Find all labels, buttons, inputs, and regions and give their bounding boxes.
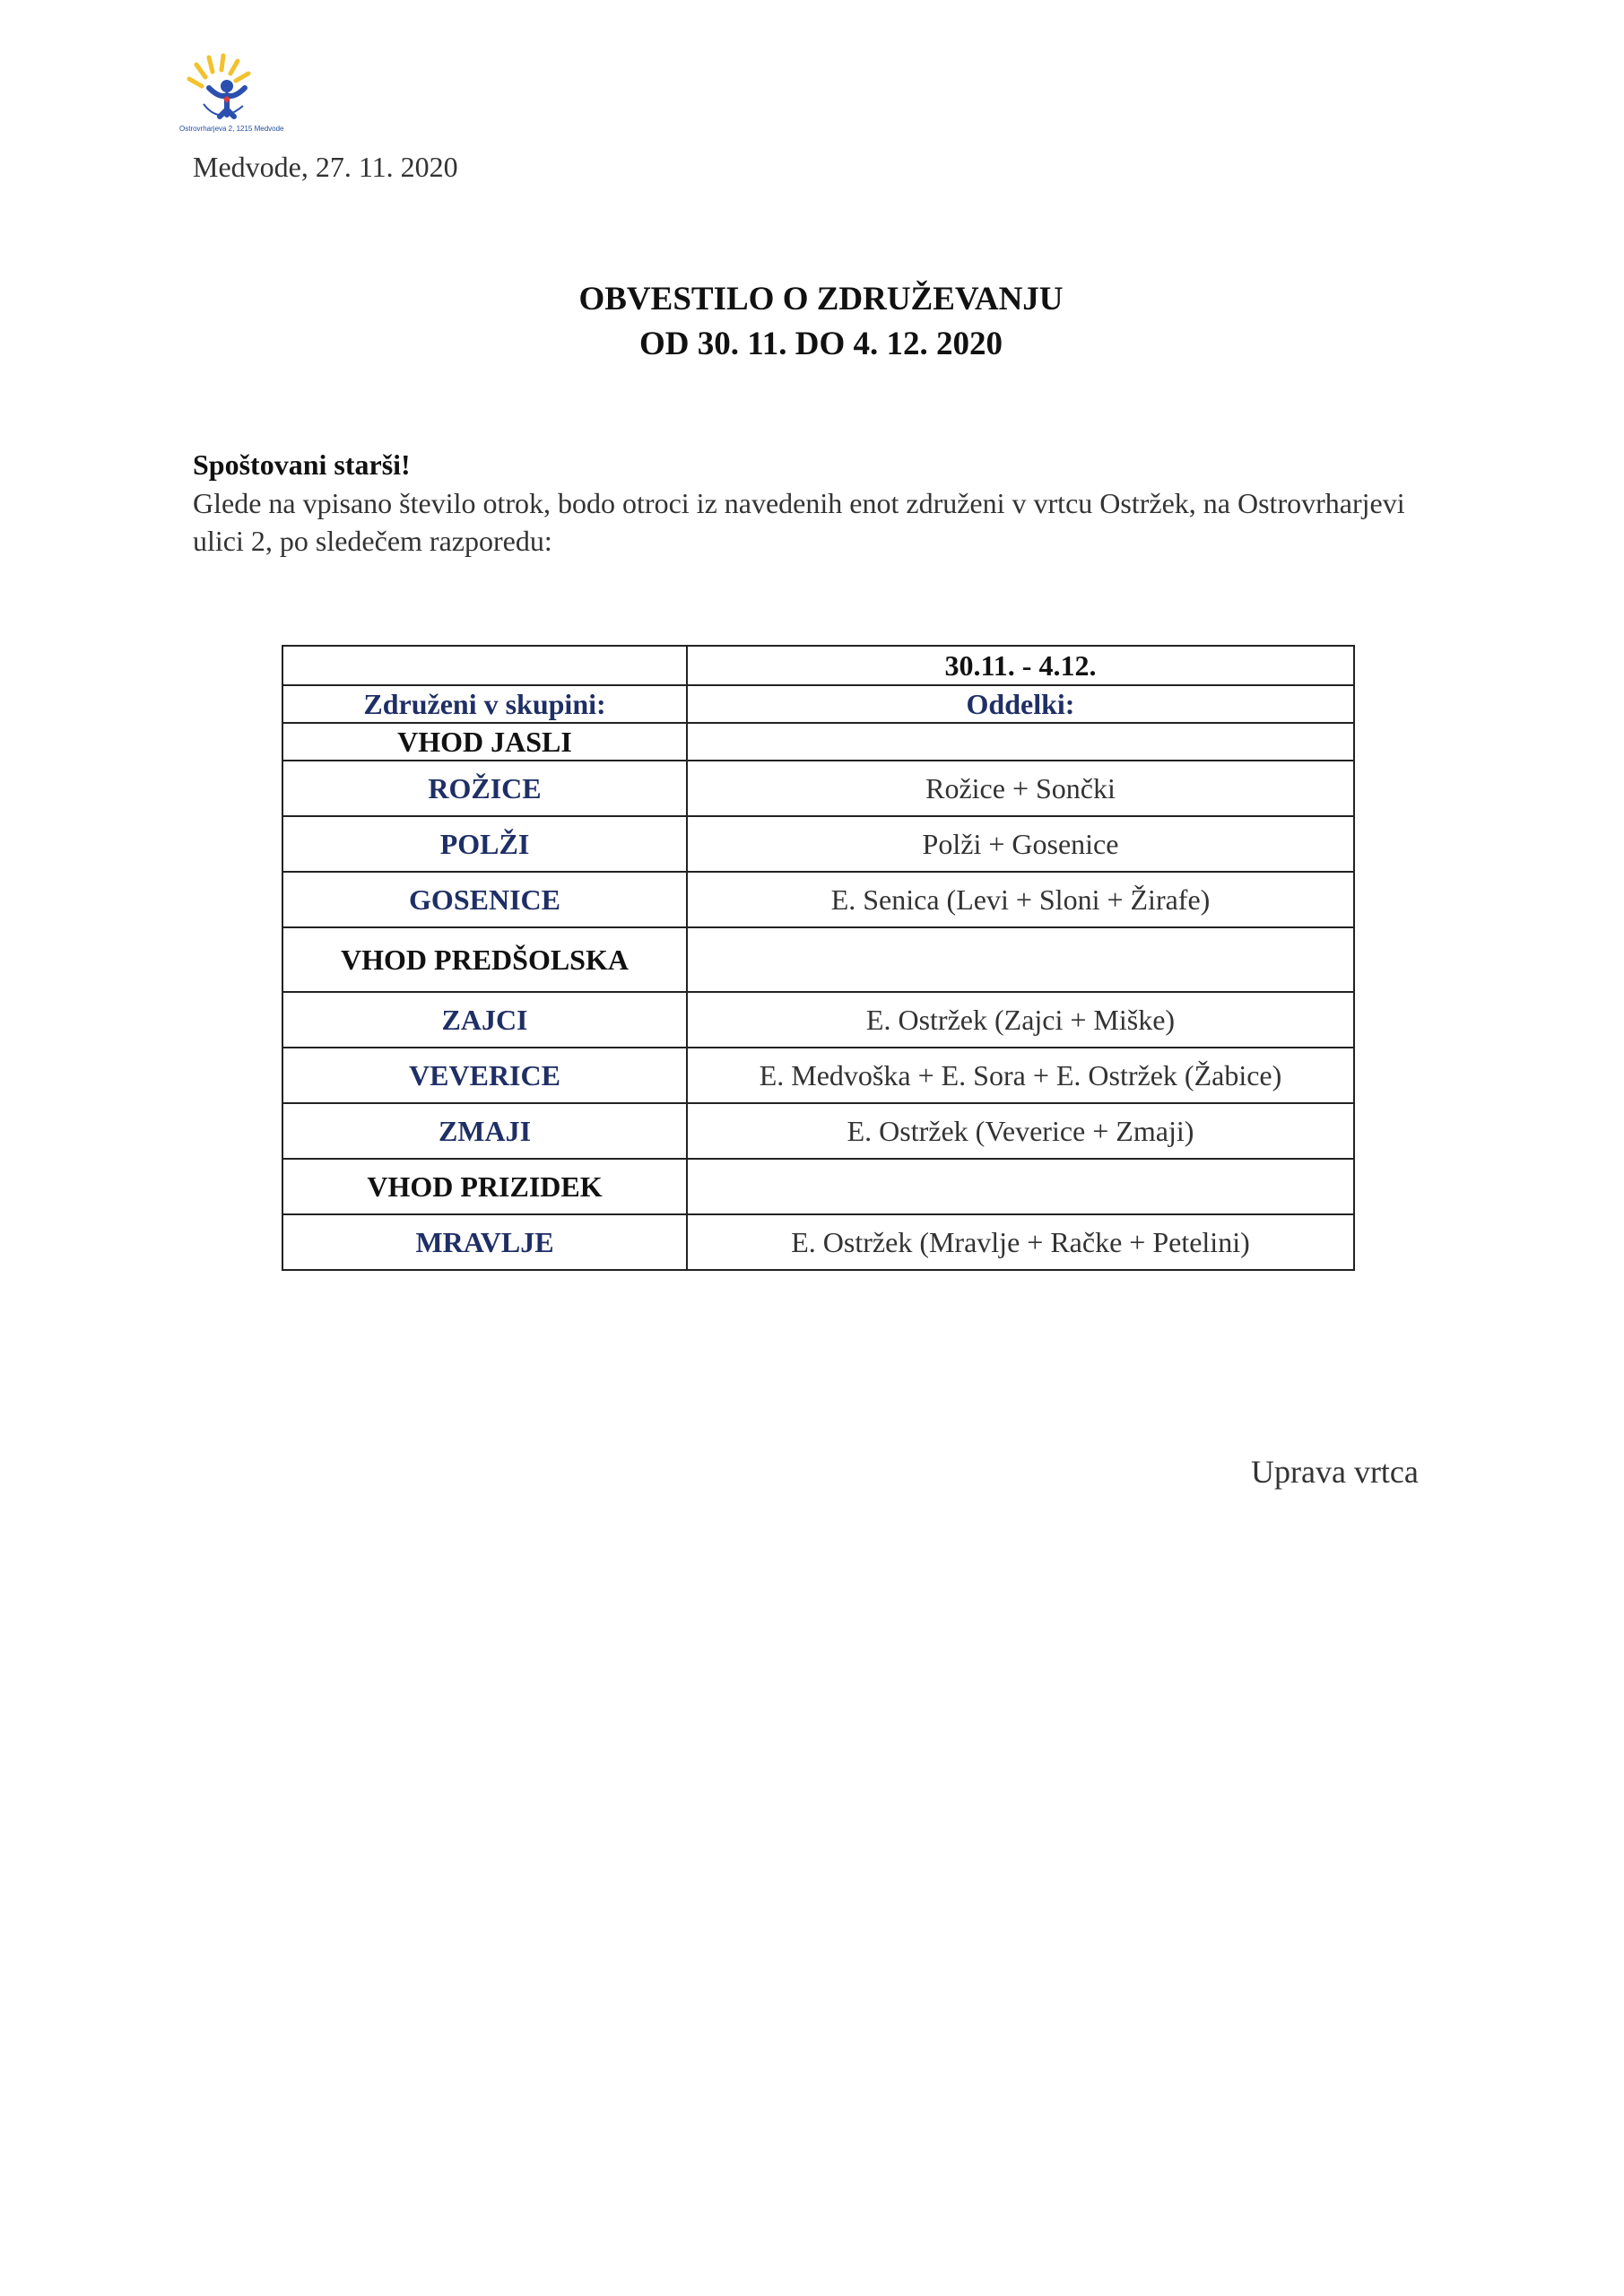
table-header-empty-cell: [282, 646, 687, 685]
department-cell: E. Ostržek (Mravlje + Račke + Petelini): [687, 1214, 1354, 1270]
entrance-label: VHOD JASLI: [282, 723, 687, 761]
table-row: [282, 1214, 1354, 1270]
entrance-label: VHOD PRIZIDEK: [282, 1159, 687, 1214]
table-row: [282, 1103, 1354, 1159]
group-name: GOSENICE: [282, 872, 687, 927]
table-column-header-row: [282, 685, 1354, 723]
department-cell: E. Senica (Levi + Sloni + Žirafe): [687, 872, 1354, 927]
entrance-label: VHOD PREDŠOLSKA: [282, 927, 687, 992]
group-name: ROŽICE: [282, 761, 687, 816]
table-row: [282, 992, 1354, 1048]
table-date-header: 30.11. - 4.12.: [687, 646, 1354, 685]
document-title-line-2: OD 30. 11. DO 4. 12. 2020: [639, 326, 1003, 362]
group-name: ZAJCI: [282, 992, 687, 1048]
group-name: POLŽI: [282, 816, 687, 872]
table-row: [282, 1048, 1354, 1103]
group-name: VEVERICE: [282, 1048, 687, 1103]
department-cell: E. Medvoška + E. Sora + E. Ostržek (Žabice): [687, 1048, 1354, 1103]
department-cell: [687, 723, 1354, 761]
schedule-table: [282, 645, 1355, 1271]
table-row: [282, 872, 1354, 927]
table-row: [282, 1159, 1354, 1214]
table-row: [282, 927, 1354, 992]
document-title-line-1: OBVESTILO O ZDRUŽEVANJU: [578, 281, 1064, 317]
group-name: ZMAJI: [282, 1103, 687, 1159]
body-paragraph: Glede na vpisano število otrok, bodo otroci iz navedenih enot združeni v vrtcu Ostržek, na Ostrovrharjevi ulici 2, po sledečem razporedu:: [193, 487, 1405, 557]
department-cell: E. Ostržek (Veverice + Zmaji): [687, 1103, 1354, 1159]
department-cell: Rožice + Sončki: [687, 761, 1354, 816]
table-row: [282, 761, 1354, 816]
department-cell: [687, 927, 1354, 992]
greeting: Spoštovani starši!: [193, 448, 411, 481]
signature: Uprava vrtca: [1251, 1454, 1419, 1490]
table-date-header-row: [282, 646, 1354, 685]
table-row: [282, 723, 1354, 761]
group-name: MRAVLJE: [282, 1214, 687, 1270]
column-header-departments: Oddelki:: [687, 685, 1354, 723]
department-cell: E. Ostržek (Zajci + Miške): [687, 992, 1354, 1048]
logo-caption: Ostrovrharjeva 2, 1215 Medvode: [179, 125, 284, 133]
table-row: [282, 816, 1354, 872]
department-cell: [687, 1159, 1354, 1214]
column-header-groups: Združeni v skupini:: [282, 685, 687, 723]
date-line: Medvode, 27. 11. 2020: [193, 151, 458, 183]
department-cell: Polži + Gosenice: [687, 816, 1354, 872]
